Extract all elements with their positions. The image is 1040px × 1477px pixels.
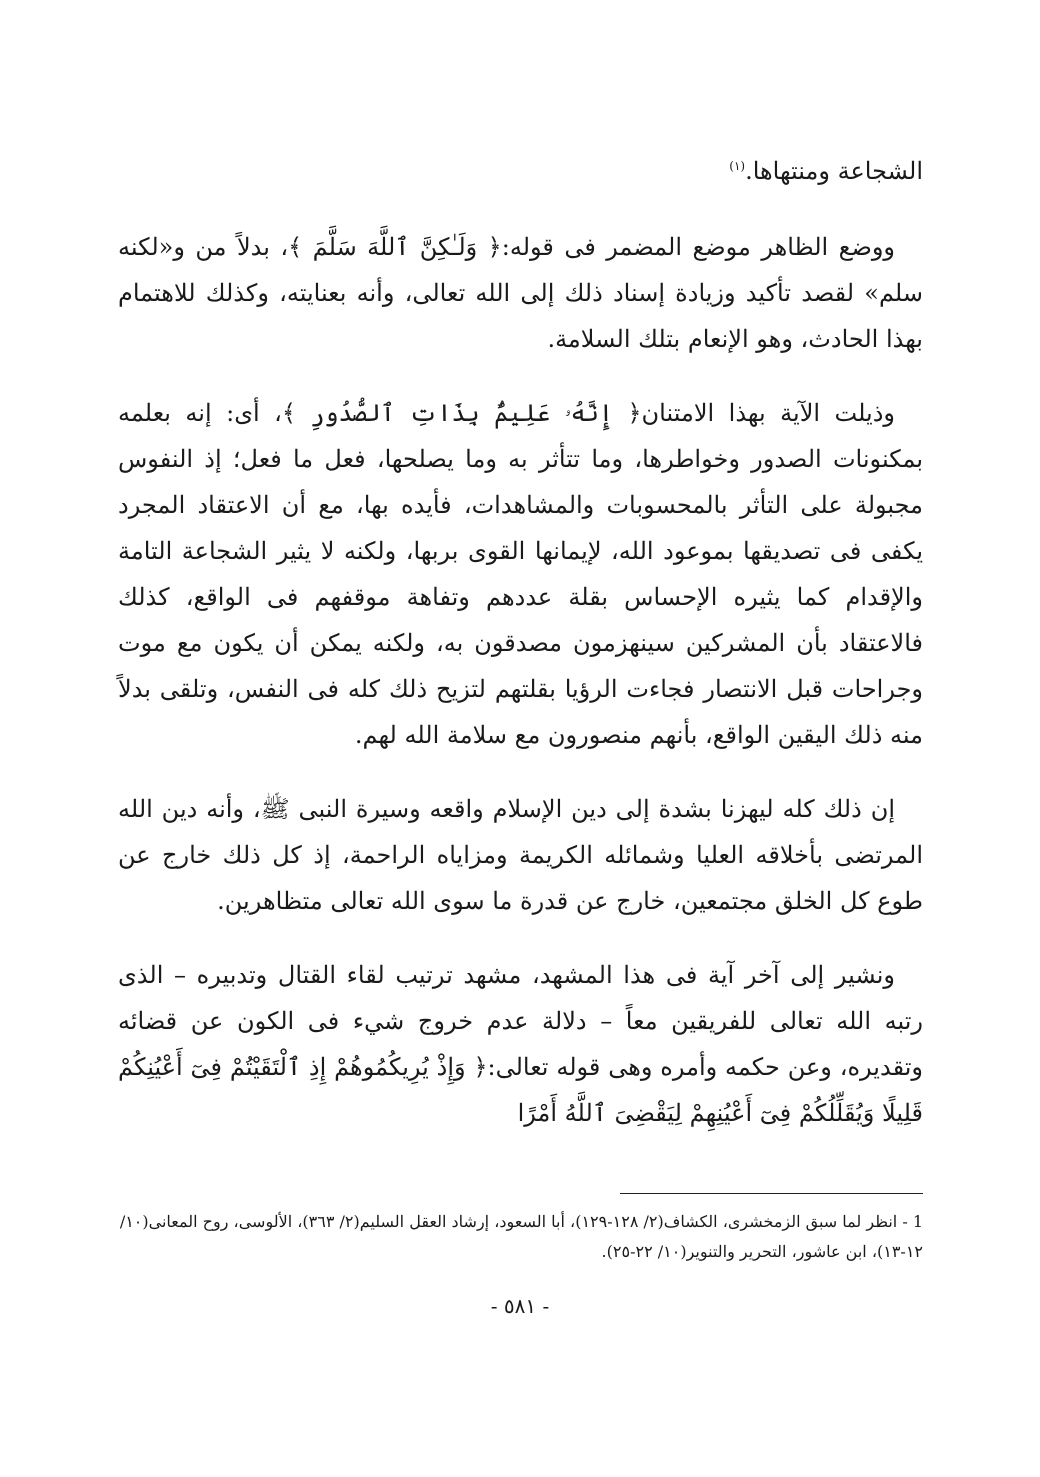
paragraph-2-lead: وذيلت الآية بهذا الامتنان [641, 399, 895, 427]
footnote-reference: (١) [729, 159, 746, 173]
paragraph-continuation [118, 143, 923, 194]
paragraph-2 [118, 390, 923, 758]
body-text [118, 143, 923, 1136]
footnote-number: 1 [912, 1212, 923, 1231]
paragraph-3 [118, 786, 923, 924]
quran-quote-2: ﴿ إِنَّهُۥ عَلِيمٌۢ بِذَاتِ ٱلصُّدُورِ ﴾ [281, 399, 642, 427]
quran-quote-1: ﴿ وَلَـٰكِنَّ ٱللَّهَ سَلَّمَ ﴾ [288, 233, 502, 261]
footnote [118, 1207, 923, 1267]
paragraph-1-lead: ووضع الظاهر موضع المضمر فى قوله: [501, 233, 895, 261]
paragraph-3-body: إن ذلك كله ليهزنا بشدة إلى دين الإسلام واقعه وسيرة النبى ﷺ، وأنه دين الله المرتضى بأخلاقه العليا وشمائله الكريمة ومزاياه الراحمة، إذ كل ذلك خارج عن طوع كل الخلق مجتمعين، خارج عن قدرة ما سوى الله تعالى متظاهرين. [118, 795, 923, 915]
quran-quote-3: ﴿ وَإِذْ يُرِيكُمُوهُمْ إِذِ ٱلْتَقَيْتُمْ فِىٓ أَعْيُنِكُمْ قَلِيلًا وَيُقَلِّلُكُمْ فِىٓ أَعْيُنِهِمْ لِيَقْضِىَ ٱللَّهُ أَمْرًا [118, 1053, 923, 1127]
paragraph-1-body: ، بدلاً من و«لكنه سلم» لقصد تأكيد وزيادة إسناد ذلك إلى الله تعالى، وأنه بعنايته، وكذلك للاهتمام بهذا الحادث، وهو الإنعام بتلك السلامة. [118, 233, 923, 353]
page-number: - ٥٨١ - [490, 1294, 550, 1318]
paragraph-2-body: ، أى: إنه بعلمه بمكنونات الصدور وخواطرها، وما تتأثر به وما يصلحها، فعل ما فعل؛ إذ النفوس مجبولة على التأثر بالمحسوبات والمشاهدات، فأيده بها، مع أن الاعتقاد المجرد يكفى فى تصديقها بموعود الله، لإيمانها القوى بربها، ولكنه لا يثير الشجاعة التامة والإقدام كما يثيره الإحساس بقلة عددهم وتفاهة موقفهم فى الواقع، كذلك فالاعتقاد بأن المشركين سينهزمون مصدقون به، ولكنه يمكن أن يكون مع موت وجراحات قبل الانتصار فجاءت الرؤيا بقلتهم لتزيح ذلك كله فى النفس، وتلقى بدلاً منه ذلك اليقين الواقع، بأنهم منصورون مع سلامة الله لهم. [118, 399, 923, 749]
continuation-text: الشجاعة ومنتهاها. [745, 157, 923, 185]
footnote-separator [620, 1193, 923, 1194]
footnote-text: - انظر لما سبق الزمخشرى، الكشاف(٢/ ١٢٨-١٢٩)، أبا السعود، إرشاد العقل السليم(٢/ ٣٦٣)، الألوسى، روح المعانى(١٠/ ١٢-١٣)، ابن عاشور، التحرير والتنوير(١٠/ ٢٢-٢٥). [119, 1212, 923, 1261]
paragraph-1 [118, 224, 923, 362]
paragraph-4 [118, 952, 923, 1136]
paragraph-4-lead: ونشير إلى آخر آية فى هذا المشهد، مشهد ترتيب لقاء القتال وتدبيره – الذى رتبه الله تعالى للفريقين معاً – دلالة عدم خروج شيء فى الكون عن قضائه وتقديره، وعن حكمه وأمره وهى قوله تعالى: [118, 961, 923, 1081]
